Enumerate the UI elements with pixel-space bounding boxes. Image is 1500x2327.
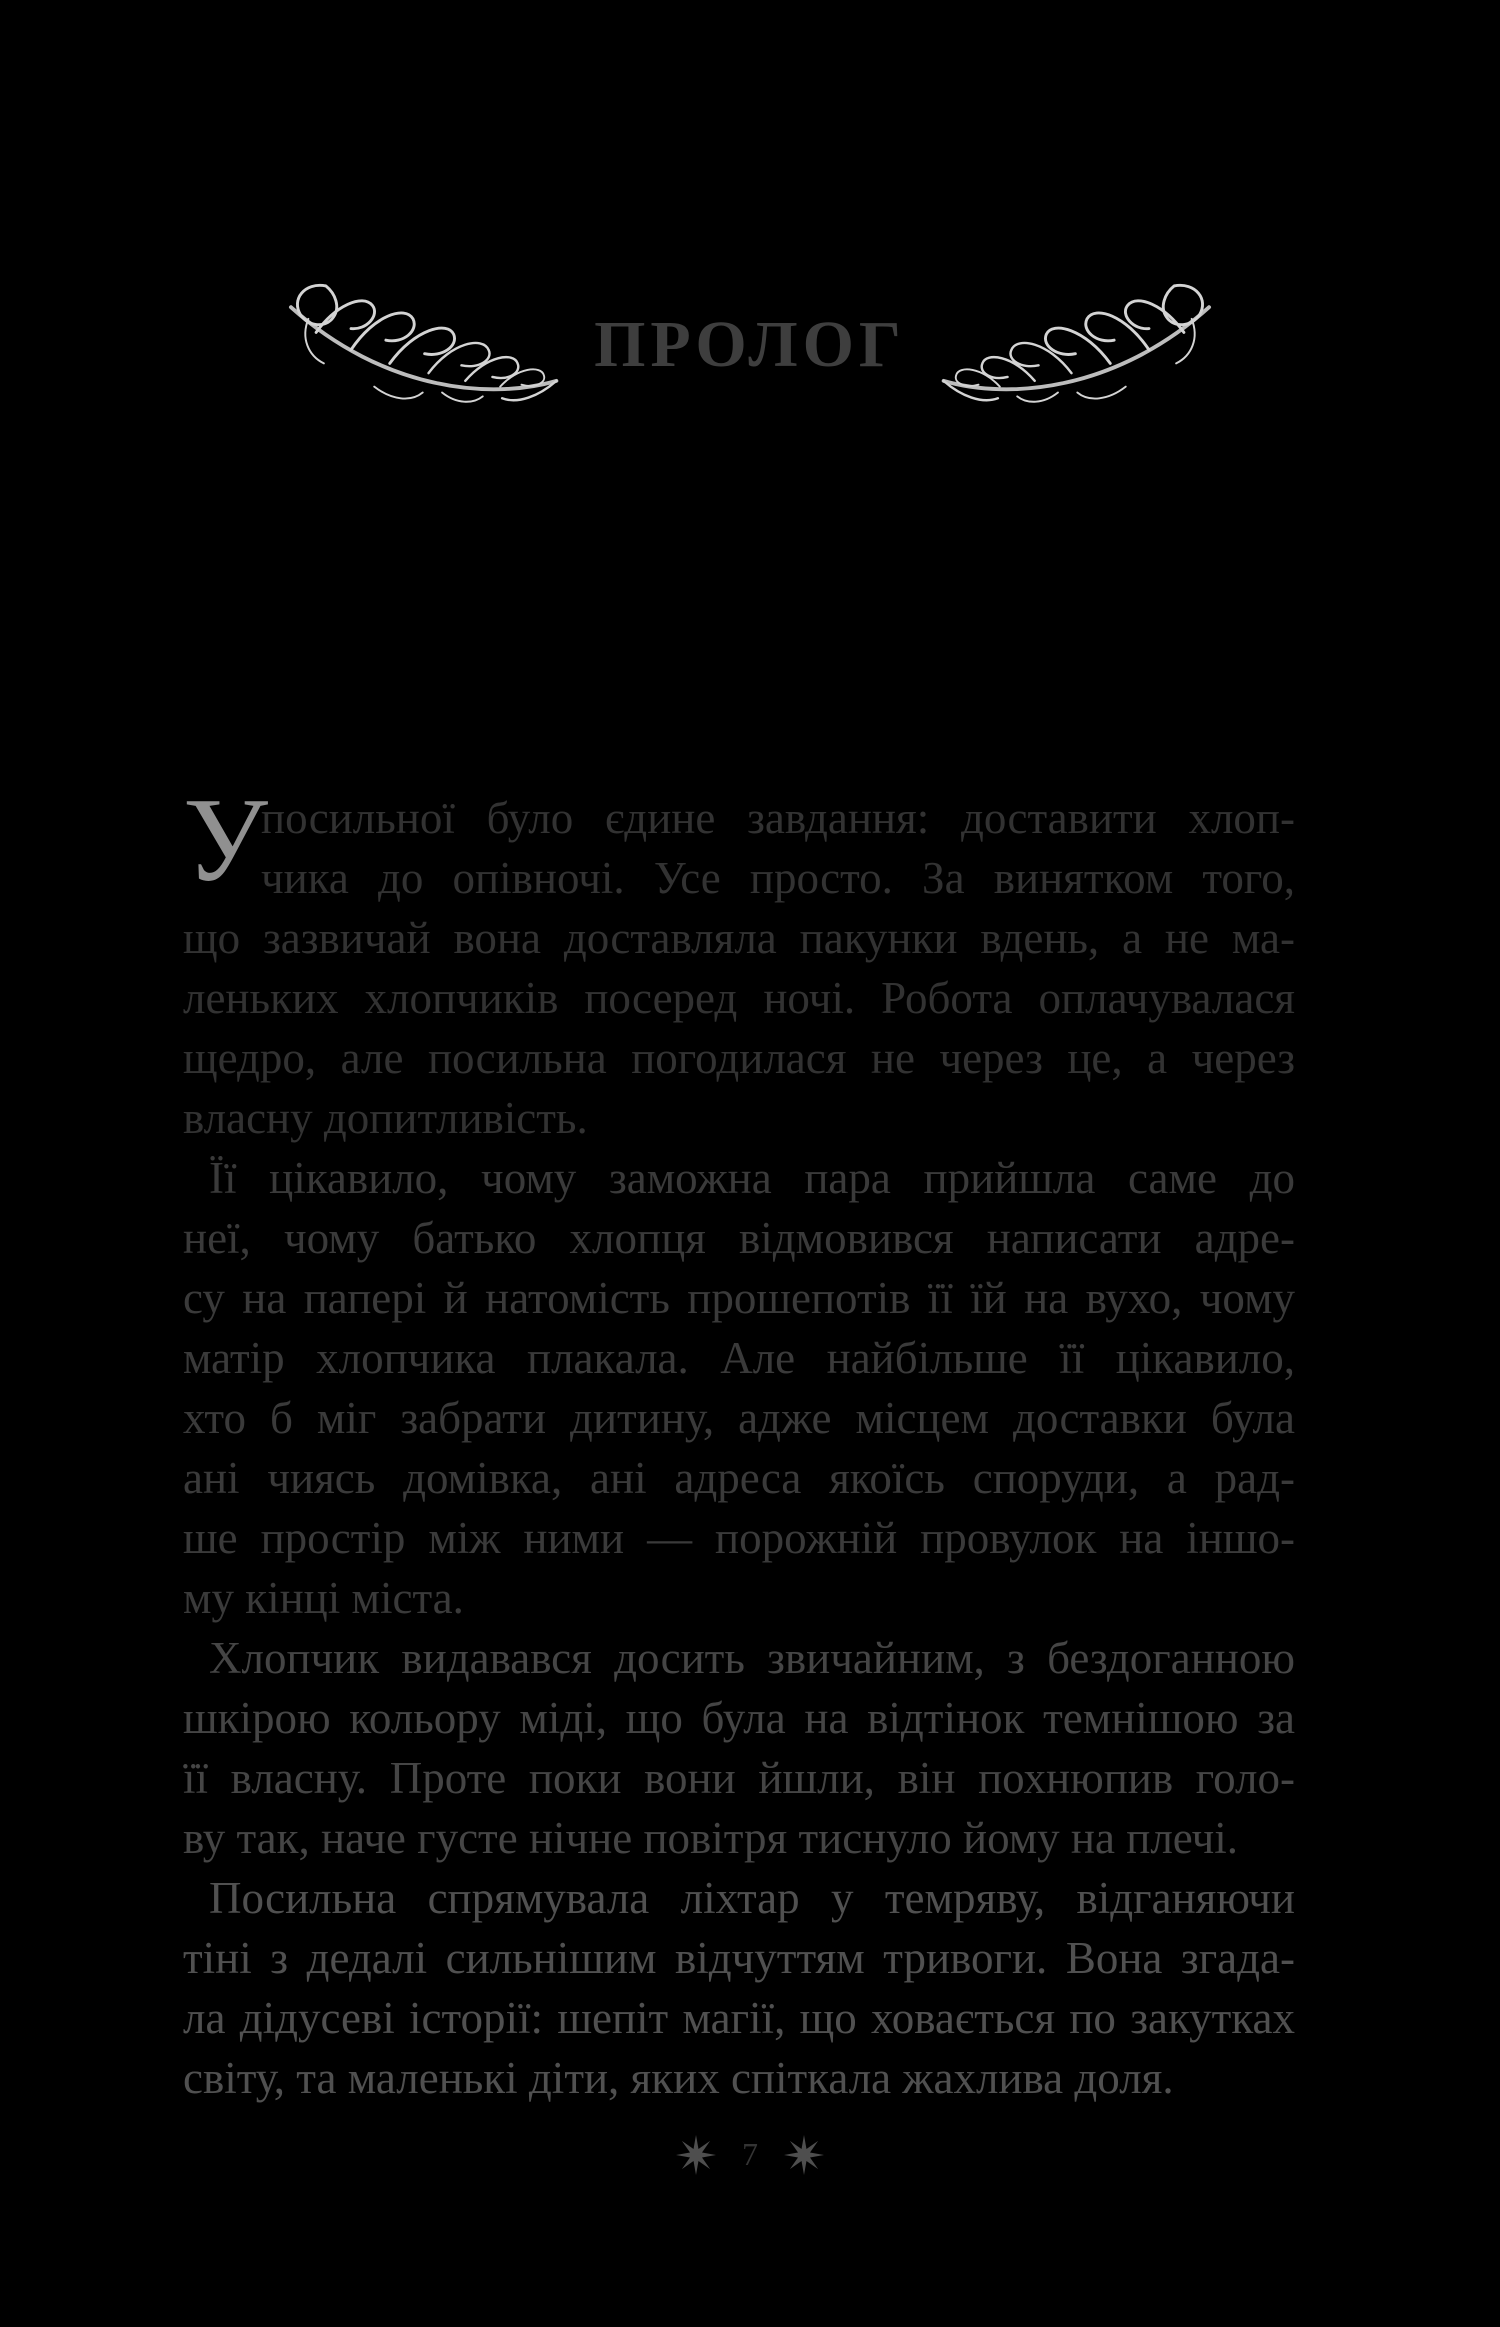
text-line: ше простір між ними — порожній провулок на іншо- xyxy=(183,1513,1295,1563)
text-line: Хлопчик видавався досить звичайним, з бездоганною xyxy=(209,1633,1295,1683)
page-footer xyxy=(0,2130,1500,2180)
paragraph xyxy=(183,1148,1295,1628)
text-line: шкірою кольору міді, що була на відтінок темнішою за xyxy=(183,1693,1295,1743)
paragraph xyxy=(183,1628,1295,1868)
paragraph xyxy=(183,773,1295,1148)
eight-point-star-icon xyxy=(676,2135,716,2175)
feather-flourish-icon-right xyxy=(932,270,1242,420)
drop-cap: У xyxy=(183,773,268,906)
text-line: щедро, але посильна погодилася не через це, а через xyxy=(183,1033,1295,1083)
text-line: ла дідусеві історії: шепіт магії, що ховається по закутках xyxy=(183,1993,1295,2043)
text-line: чика до опівночі. Усе просто. За винятком того, xyxy=(261,853,1295,903)
body-text xyxy=(183,773,1295,2108)
text-line: Її цікавило, чому заможна пара прийшла саме до xyxy=(209,1153,1295,1203)
eight-point-star-icon xyxy=(784,2135,824,2175)
page-title: ПРОЛОГ xyxy=(594,308,906,381)
text-line: що зазвичай вона доставляла пакунки вдень, а не ма- xyxy=(183,913,1295,963)
text-line: неї, чому батько хлопця відмовився написати адре- xyxy=(183,1213,1295,1263)
text-line: ані чиясь домівка, ані адреса якоїсь споруди, а рад- xyxy=(183,1453,1295,1503)
text-line: леньких хлопчиків посеред ночі. Робота оплачувалася xyxy=(183,973,1295,1023)
text-line: ву так, наче густе нічне повітря тиснуло йому на плечі. xyxy=(183,1813,1239,1863)
text-line: му кінці міста. xyxy=(183,1573,464,1623)
text-line: власну допитливість. xyxy=(183,1093,588,1143)
paragraph xyxy=(183,1868,1295,2108)
text-line: посильної було єдине завдання: доставити хлоп- xyxy=(261,793,1295,843)
text-line: су на папері й натомість прошепотів її їй на вухо, чому xyxy=(183,1273,1295,1323)
text-line: матір хлопчика плакала. Але найбільше її цікавило, xyxy=(183,1333,1295,1383)
text-line: її власну. Проте поки вони йшли, він похнюпив голо- xyxy=(183,1753,1295,1803)
text-line: хто б міг забрати дитину, адже місцем доставки була xyxy=(183,1393,1295,1443)
chapter-header xyxy=(0,265,1500,425)
text-line: Посильна спрямувала ліхтар у темряву, відганяючи xyxy=(209,1873,1295,1923)
text-line: тіні з дедалі сильнішим відчуттям тривоги. Вона згада- xyxy=(183,1933,1295,1983)
text-line: світу, та маленькі діти, яких спіткала жахлива доля. xyxy=(183,2053,1174,2103)
feather-flourish-icon-left xyxy=(258,270,568,420)
page-number: 7 xyxy=(742,2136,758,2172)
